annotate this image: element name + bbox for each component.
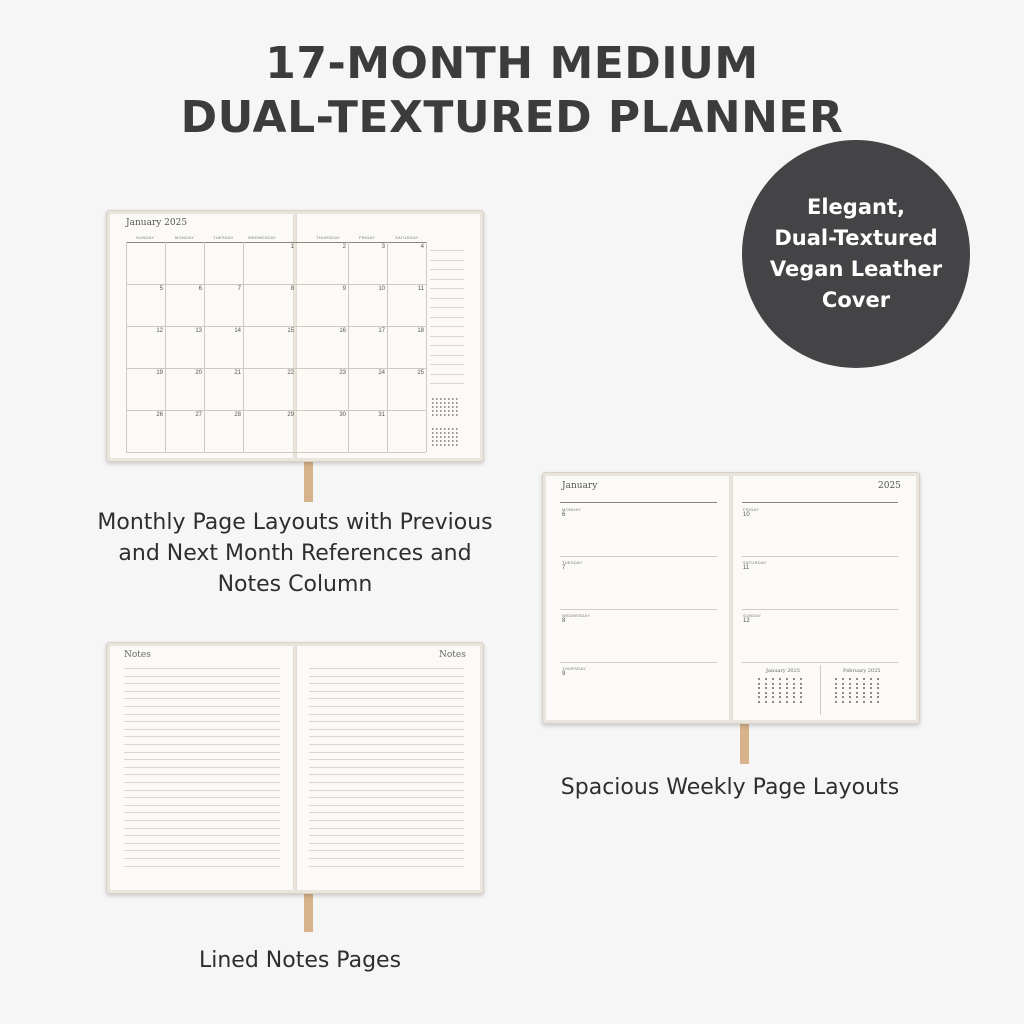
- notes-column-line: [430, 383, 464, 384]
- ruled-line: [309, 782, 464, 783]
- day-number: 7: [237, 286, 241, 292]
- notes-column-line: [430, 336, 464, 337]
- ruled-line: [309, 866, 464, 867]
- ruled-line: [309, 790, 464, 791]
- day-number: 28: [234, 412, 241, 418]
- mini-calendar-row: [432, 440, 460, 442]
- weekly-month: January: [562, 481, 598, 491]
- ruled-line: [309, 835, 464, 836]
- ruled-line: [124, 729, 280, 730]
- weekly-ribbon: [740, 720, 749, 764]
- day-number: 21: [234, 370, 241, 376]
- grid-col-line: [126, 242, 127, 452]
- mini-calendar-row: [432, 432, 460, 434]
- weekly-day-friday-num: 10: [743, 512, 750, 518]
- weekly-day-tuesday-num: 7: [562, 565, 566, 571]
- day-number: 5: [159, 286, 163, 292]
- ruled-line: [309, 850, 464, 851]
- mini-calendar-row: [432, 428, 460, 430]
- ruled-line: [124, 767, 280, 768]
- notes-column-line: [430, 307, 464, 308]
- notes-column-line: [430, 355, 464, 356]
- day-number: 12: [156, 328, 163, 334]
- headline-line-1: 17-MONTH MEDIUM: [265, 38, 759, 89]
- notes-right-title: Notes: [439, 650, 466, 660]
- caption-monthly-line-3: Notes Column: [217, 572, 373, 597]
- ruled-line: [309, 698, 464, 699]
- weekly-day-monday: MONDAY: [562, 507, 582, 512]
- mini-calendar-row: [432, 398, 460, 400]
- notes-column-line: [430, 250, 464, 251]
- ruled-line: [309, 736, 464, 737]
- notes-column-line: [430, 326, 464, 327]
- ruled-line: [124, 828, 280, 829]
- weekly-left-page: [546, 476, 730, 720]
- ruled-line: [124, 774, 280, 775]
- weekly-day-monday-num: 6: [562, 512, 566, 518]
- weekly-divider: [742, 662, 898, 663]
- weekly-divider: [742, 609, 898, 610]
- ruled-line: [124, 790, 280, 791]
- mini-calendar-row: [758, 701, 806, 703]
- ruled-line: [124, 820, 280, 821]
- ruled-line: [309, 759, 464, 760]
- day-number: 26: [156, 412, 163, 418]
- day-number: 11: [417, 286, 424, 292]
- day-number: 3: [381, 244, 385, 250]
- weekly-left-header-rule: [560, 502, 717, 503]
- ruled-line: [124, 850, 280, 851]
- notes-ribbon: [304, 888, 313, 932]
- mini-calendar-row: [432, 410, 460, 412]
- day-number: 15: [287, 328, 294, 334]
- mini-calendar-row: [758, 692, 806, 694]
- ruled-line: [124, 812, 280, 813]
- grid-row-line: [126, 410, 426, 411]
- ruled-line: [124, 858, 280, 859]
- day-number: 30: [339, 412, 346, 418]
- weekday-sunday: SUNDAY: [136, 235, 155, 240]
- grid-col-line: [204, 242, 205, 452]
- feature-badge: [742, 140, 970, 368]
- day-number: 10: [378, 286, 385, 292]
- grid-col-line: [348, 242, 349, 452]
- ruled-line: [124, 691, 280, 692]
- day-number: 31: [378, 412, 385, 418]
- mini-calendar-row: [835, 692, 883, 694]
- weekday-friday: FRIDAY: [359, 235, 376, 240]
- ruled-line: [309, 820, 464, 821]
- grid-col-line: [387, 242, 388, 452]
- ruled-line: [124, 714, 280, 715]
- ruled-line: [309, 744, 464, 745]
- ruled-line: [309, 729, 464, 730]
- mini-calendar-row: [432, 402, 460, 404]
- mini-calendar-row: [835, 696, 883, 698]
- ruled-line: [309, 752, 464, 753]
- notes-column-line: [430, 374, 464, 375]
- weekday-wednesday: WEDNESDAY: [248, 235, 277, 240]
- mini-calendar-row: [835, 701, 883, 703]
- weekday-saturday: SATURDAY: [395, 235, 419, 240]
- day-number: 19: [156, 370, 163, 376]
- weekday-thursday: THURSDAY: [316, 235, 341, 240]
- ruled-line: [124, 835, 280, 836]
- ruled-line: [309, 676, 464, 677]
- ruled-line: [124, 721, 280, 722]
- weekly-day-thursday-num: 9: [562, 671, 566, 677]
- day-number: 16: [339, 328, 346, 334]
- ruled-line: [124, 676, 280, 677]
- day-number: 29: [287, 412, 294, 418]
- ruled-line: [309, 843, 464, 844]
- mini-calendar-row: [758, 683, 806, 685]
- badge-line-4: Cover: [821, 288, 891, 312]
- mini-calendar-row: [758, 678, 806, 680]
- weekly-day-wednesday: WEDNESDAY: [562, 613, 591, 618]
- grid-row-line: [126, 242, 426, 243]
- ruled-line: [309, 714, 464, 715]
- weekday-tuesday: TUESDAY: [213, 235, 234, 240]
- notes-gutter: [293, 646, 297, 890]
- ruled-line: [309, 858, 464, 859]
- weekly-gutter: [729, 476, 733, 720]
- day-number: 9: [342, 286, 346, 292]
- weekly-day-wednesday-num: 8: [562, 618, 566, 624]
- ruled-line: [124, 866, 280, 867]
- notes-column-line: [430, 260, 464, 261]
- caption-monthly-line-1: Monthly Page Layouts with Previous: [97, 510, 493, 535]
- day-number: 2: [342, 244, 346, 250]
- day-number: 13: [195, 328, 202, 334]
- day-number: 6: [198, 286, 202, 292]
- mini-calendar-row: [432, 436, 460, 438]
- badge-line-1: Elegant,: [807, 195, 905, 219]
- ruled-line: [309, 767, 464, 768]
- grid-col-line: [165, 242, 166, 452]
- ruled-line: [309, 721, 464, 722]
- ruled-line: [124, 759, 280, 760]
- mini-calendar-row: [835, 678, 883, 680]
- weekly-mini-calendar-february: February 2025: [843, 668, 881, 674]
- weekly-day-saturday-num: 11: [743, 565, 750, 571]
- weekday-monday: MONDAY: [175, 235, 195, 240]
- day-number: 17: [378, 328, 385, 334]
- mini-calendar-row: [758, 687, 806, 689]
- mini-calendar-row: [432, 406, 460, 408]
- notes-column-line: [430, 288, 464, 289]
- grid-col-line: [426, 242, 427, 452]
- notes-column-line: [430, 269, 464, 270]
- weekly-day-sunday-num: 12: [743, 618, 750, 624]
- weekly-divider: [560, 556, 717, 557]
- weekly-divider: [560, 609, 717, 610]
- day-number: 14: [234, 328, 241, 334]
- ruled-line: [124, 782, 280, 783]
- weekly-mini-divider: [820, 665, 821, 715]
- weekly-day-tuesday: TUESDAY: [562, 560, 583, 565]
- day-number: 1: [290, 244, 294, 250]
- grid-row-line: [126, 452, 426, 453]
- ruled-line: [309, 805, 464, 806]
- ruled-line: [124, 805, 280, 806]
- mini-calendar-row: [835, 683, 883, 685]
- caption-notes: Lined Notes Pages: [198, 948, 402, 973]
- ruled-line: [124, 843, 280, 844]
- ruled-line: [124, 706, 280, 707]
- day-number: 23: [339, 370, 346, 376]
- ruled-line: [309, 828, 464, 829]
- day-number: 4: [420, 244, 424, 250]
- notes-planner-image: [106, 642, 484, 894]
- ruled-line: [309, 706, 464, 707]
- weekly-year: 2025: [878, 481, 901, 491]
- weekly-divider: [742, 556, 898, 557]
- weekly-divider: [560, 662, 717, 663]
- mini-calendar-row: [758, 696, 806, 698]
- ruled-line: [124, 797, 280, 798]
- ruled-line: [309, 691, 464, 692]
- weekly-right-header-rule: [742, 502, 898, 503]
- weekly-day-sunday: SUNDAY: [743, 613, 762, 618]
- mini-calendar-row: [432, 444, 460, 446]
- ruled-line: [124, 668, 280, 669]
- caption-monthly: [70, 507, 520, 600]
- ruled-line: [124, 683, 280, 684]
- grid-row-line: [126, 326, 426, 327]
- ruled-line: [309, 774, 464, 775]
- ruled-line: [124, 698, 280, 699]
- notes-column-line: [430, 279, 464, 280]
- badge-line-3: Vegan Leather: [769, 257, 943, 281]
- weekly-day-saturday: SATURDAY: [743, 560, 767, 565]
- ruled-line: [309, 812, 464, 813]
- monthly-calendar-grid: [126, 242, 426, 452]
- ruled-line: [309, 668, 464, 669]
- notes-column-line: [430, 364, 464, 365]
- day-number: 18: [417, 328, 424, 334]
- day-number: 20: [195, 370, 202, 376]
- monthly-title: January 2025: [126, 218, 188, 228]
- weekly-day-thursday: THURSDAY: [562, 666, 587, 671]
- grid-col-line: [243, 242, 244, 452]
- mini-calendar-row: [835, 687, 883, 689]
- mini-calendar-row: [432, 414, 460, 416]
- headline-line-2: DUAL-TEXTURED PLANNER: [180, 92, 844, 143]
- ruled-line: [124, 736, 280, 737]
- notes-column-line: [430, 298, 464, 299]
- badge-line-2: Dual-Textured: [774, 226, 938, 250]
- monthly-ribbon: [304, 458, 313, 502]
- notes-column-line: [430, 345, 464, 346]
- day-number: 27: [195, 412, 202, 418]
- day-number: 25: [417, 370, 424, 376]
- grid-row-line: [126, 368, 426, 369]
- notes-column-line: [430, 317, 464, 318]
- weekly-day-friday: FRIDAY: [743, 507, 760, 512]
- ruled-line: [309, 797, 464, 798]
- ruled-line: [124, 752, 280, 753]
- caption-monthly-line-2: and Next Month References and: [118, 541, 472, 566]
- day-number: 8: [290, 286, 294, 292]
- grid-row-line: [126, 284, 426, 285]
- day-number: 24: [378, 370, 385, 376]
- ruled-line: [124, 744, 280, 745]
- day-number: 22: [287, 370, 294, 376]
- weekly-mini-calendar-january: January 2025: [766, 668, 800, 674]
- notes-left-title: Notes: [124, 650, 151, 660]
- ruled-line: [309, 683, 464, 684]
- caption-weekly: Spacious Weekly Page Layouts: [560, 775, 900, 800]
